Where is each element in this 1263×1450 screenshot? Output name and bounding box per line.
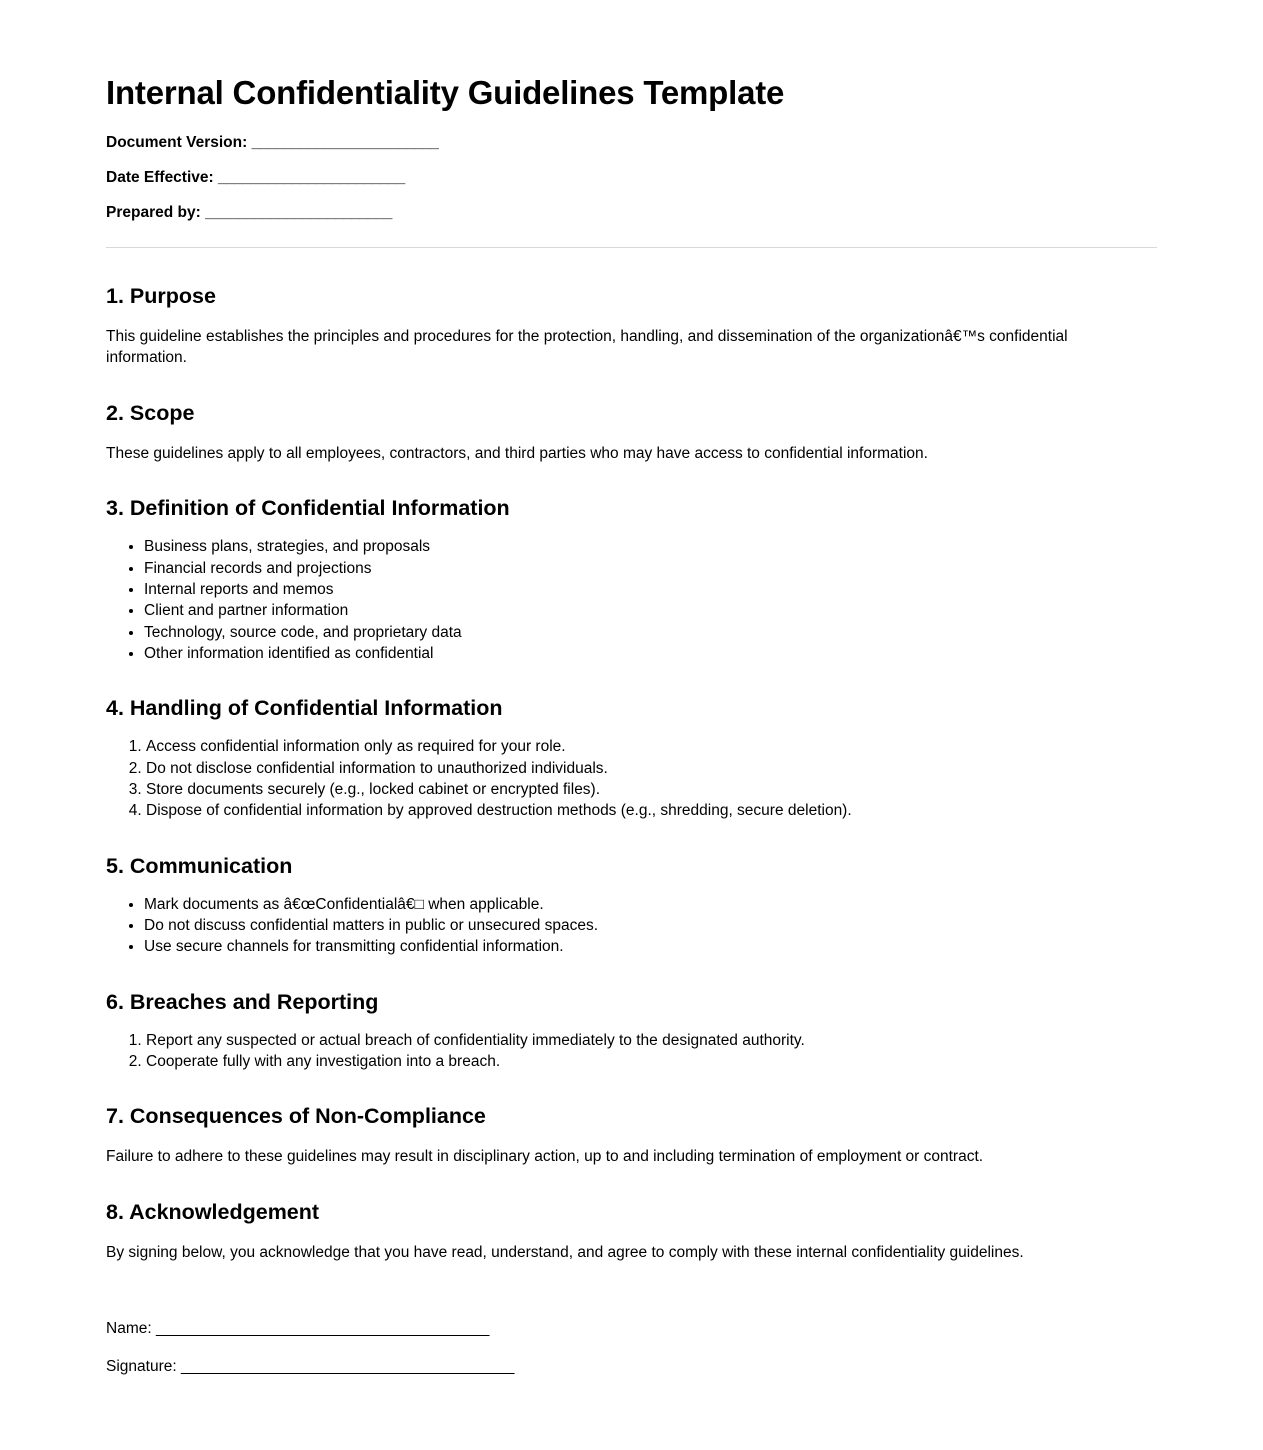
section-heading-purpose: 1. Purpose xyxy=(106,284,216,309)
handling-numbered-list xyxy=(106,722,1158,822)
section-scope xyxy=(106,369,1158,465)
signature-field-name xyxy=(106,1320,1158,1338)
signature-label-signature: Signature: xyxy=(106,1357,177,1375)
section-purpose xyxy=(106,248,1158,369)
section-handling xyxy=(106,664,1158,821)
list-item: • Financial records and projections xyxy=(144,558,1158,579)
page-title: Internal Confidentiality Guidelines Template xyxy=(106,74,785,111)
meta-field-prepared-by xyxy=(106,204,1158,221)
meta-field-document-version xyxy=(106,134,1158,151)
meta-field-date-effective xyxy=(106,169,1158,186)
signature-block xyxy=(106,1264,1158,1376)
signature-blank-signature[interactable]: _________________________________________ xyxy=(180,1357,514,1375)
section-heading-consequences: 7. Consequences of Non-Compliance xyxy=(106,1104,486,1129)
list-item: 1. Report any suspected or actual breach of confidentiality immediately to the designated authority. xyxy=(146,1030,1158,1051)
meta-label-document-version: Document Version: xyxy=(106,133,248,151)
communication-bullet-list xyxy=(106,880,1158,958)
list-item: • Do not discuss confidential matters in public or unsecured spaces. xyxy=(144,915,1158,936)
signature-blank-name[interactable]: _________________________________________ xyxy=(155,1319,489,1337)
section-breaches xyxy=(106,958,1158,1073)
section-consequences xyxy=(106,1072,1158,1168)
section-paragraph-consequences: Failure to adhere to these guidelines may result in disciplinary action, up to and including termination of employment or contract. xyxy=(106,1148,984,1166)
section-heading-breaches: 6. Breaches and Reporting xyxy=(106,989,379,1014)
meta-label-prepared-by: Prepared by: xyxy=(106,204,201,222)
section-paragraph-purpose: This guideline establishes the principles and procedures for the protection, handling, and dissemination of the organizationâ€™s confidential information. xyxy=(106,327,1068,366)
list-item: • Internal reports and memos xyxy=(144,579,1158,600)
section-communication xyxy=(106,822,1158,958)
signature-label-name: Name: xyxy=(106,1319,152,1337)
meta-blank-date-effective[interactable]: _______________________ xyxy=(218,168,405,186)
document-meta-block xyxy=(106,134,1158,221)
list-item: 2. Cooperate fully with any investigation into a breach. xyxy=(146,1051,1158,1072)
list-item: 2. Do not disclose confidential information to unauthorized individuals. xyxy=(146,758,1158,779)
document-content xyxy=(106,0,1158,1395)
section-heading-scope: 2. Scope xyxy=(106,400,195,425)
signature-field-signature xyxy=(106,1358,1158,1376)
meta-blank-prepared-by[interactable]: _______________________ xyxy=(205,204,392,222)
list-item: • Client and partner information xyxy=(144,600,1158,621)
meta-blank-document-version[interactable]: _______________________ xyxy=(251,133,439,151)
breaches-numbered-list xyxy=(106,1016,1158,1073)
section-acknowledgement xyxy=(106,1168,1158,1264)
list-item: • Mark documents as â€œConfidentialâ€□ when applicable. xyxy=(144,894,1158,915)
section-paragraph-scope: These guidelines apply to all employees, contractors, and third parties who may have access to confidential information. xyxy=(106,444,928,462)
section-heading-communication: 5. Communication xyxy=(106,853,293,878)
section-paragraph-acknowledgement: By signing below, you acknowledge that you have read, understand, and agree to comply with these internal confidentiality guidelines. xyxy=(106,1243,1024,1261)
section-heading-definition: 3. Definition of Confidential Information xyxy=(106,496,510,521)
meta-label-date-effective: Date Effective: xyxy=(106,168,214,186)
section-heading-handling: 4. Handling of Confidential Information xyxy=(106,696,503,721)
list-item: • Use secure channels for transmitting confidential information. xyxy=(144,936,1158,957)
section-definition xyxy=(106,464,1158,664)
section-heading-acknowledgement: 8. Acknowledgement xyxy=(106,1199,320,1224)
list-item: 4. Dispose of confidential information by approved destruction methods (e.g., shredding, secure deletion). xyxy=(146,800,1158,821)
list-item: • Business plans, strategies, and proposals xyxy=(144,536,1158,557)
list-item: 3. Store documents securely (e.g., locked cabinet or encrypted files). xyxy=(146,779,1158,800)
list-item: 1. Access confidential information only as required for your role. xyxy=(146,736,1158,757)
list-item: • Technology, source code, and proprietary data xyxy=(144,622,1158,643)
list-item: • Other information identified as confidential xyxy=(144,643,1158,664)
definition-bullet-list xyxy=(106,522,1158,664)
